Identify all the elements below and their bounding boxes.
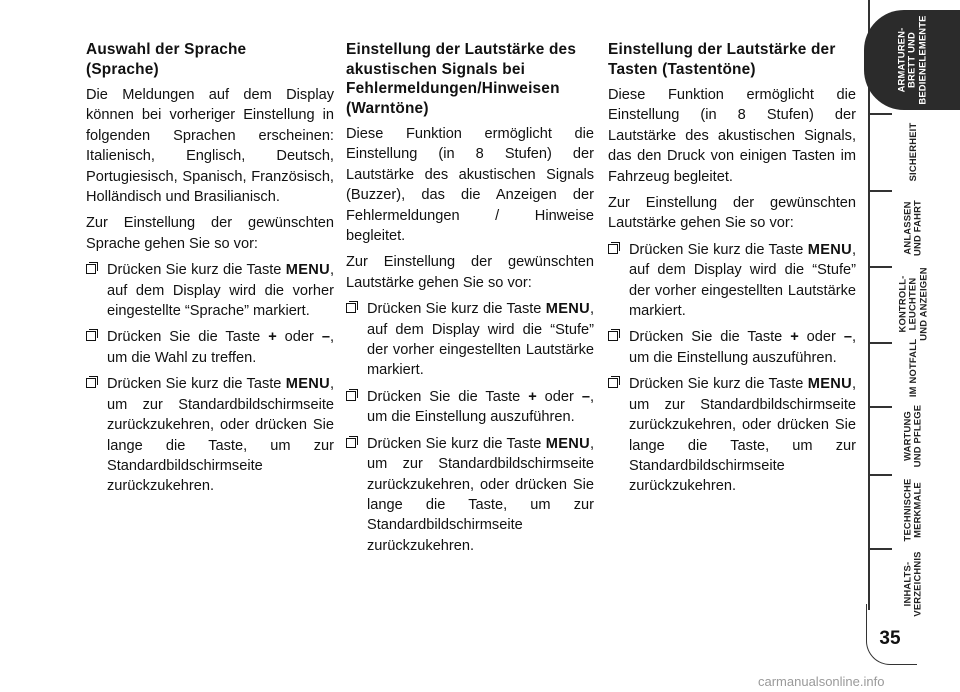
tab-label: ARMATUREN- BRETT UND BEDIENELEMENTE xyxy=(895,15,928,105)
bullet-text: Drücken Sie kurz die Taste xyxy=(367,301,546,318)
plus-key-label: + xyxy=(268,329,277,346)
bullet-text: Drücken Sie die Taste xyxy=(367,388,529,405)
plus-key-label: + xyxy=(528,388,537,405)
heading-line: Fehlermeldungen/Hinweisen xyxy=(346,80,560,97)
heading-line: Einstellung der Lautstärke des xyxy=(346,41,577,58)
plus-key-label: + xyxy=(790,329,799,346)
bullet-text: , auf dem Display wird die “Stufe” der vorher eingestellten Lautstärke markiert. xyxy=(629,241,856,320)
tab-label: WARTUNG UND PFLEGE xyxy=(901,404,923,468)
bullet-text: Drücken Sie kurz die Taste xyxy=(367,435,546,452)
bullet-item xyxy=(346,387,594,428)
checkbox-bullet-icon xyxy=(86,331,96,341)
paragraph: Diese Funktion ermöglicht die Einstellung (in 8 Stufen) der Lautstärke des akustischen Signals (Buzzer), das die Anzeigen der Fehlermeldungen / Hinweise begleitet. xyxy=(346,126,594,245)
checkbox-bullet-icon xyxy=(86,378,96,388)
checkbox-bullet-icon xyxy=(346,303,356,313)
menu-key-label: MENU xyxy=(285,376,330,393)
bullet-text: , um die Wahl zu treffen. xyxy=(107,329,334,366)
tab-label: TECHNISCHE MERKMALE xyxy=(901,478,923,542)
tab-armaturenbrett[interactable] xyxy=(864,10,960,110)
bullet-text: , um zur Standardbildschirmseite zurückzukehren, oder drücken Sie lange die Taste, um zur Standardbildschirmseite zurückzukehren. xyxy=(107,376,334,495)
bullet-text: , auf dem Display wird die “Stufe” der vorher eingestellten Lautstärke markiert. xyxy=(367,301,594,379)
bullet-item xyxy=(86,260,334,321)
tab-label: IM NOTFALL xyxy=(906,338,918,398)
menu-key-label: MENU xyxy=(807,241,852,258)
bullet-text: , auf dem Display wird die vorher eingestellte “Sprache” markiert. xyxy=(107,262,334,320)
section-heading-warning-volume xyxy=(346,40,594,118)
bullet-text: Drücken Sie kurz die Taste xyxy=(629,241,808,258)
checkbox-bullet-icon xyxy=(608,331,618,341)
bullet-text: , um zur Standardbildschirmseite zurückzukehren, oder drücken Sie lange die Taste, um zur Standardbildschirmseite zurückzukehren. xyxy=(629,376,856,495)
bullet-text: Drücken Sie kurz die Taste xyxy=(107,376,286,393)
bullet-item xyxy=(608,240,856,322)
tab-wartung[interactable] xyxy=(866,398,960,474)
menu-key-label: MENU xyxy=(545,435,590,452)
bullet-item xyxy=(86,374,334,496)
section-heading-key-volume xyxy=(608,40,856,79)
heading-line: (Sprache) xyxy=(86,60,159,78)
bullet-item xyxy=(346,434,594,556)
column-key-volume xyxy=(608,40,856,503)
bullet-text: , um zur Standardbildschirmseite zurückzukehren, oder drücken Sie lange die Taste, um zur Standardbildschirmseite zurückzukehren. xyxy=(367,435,594,554)
bullet-item xyxy=(608,374,856,496)
tab-sicherheit[interactable] xyxy=(866,114,960,190)
bullet-text: Drücken Sie kurz die Taste xyxy=(107,262,286,279)
minus-key-label: – xyxy=(321,329,330,346)
tab-label: KONTROLL- LEUCHTEN UND ANZEIGEN xyxy=(896,267,929,341)
paragraph: Zur Einstellung der gewünschten Lautstärke gehen Sie so vor: xyxy=(608,195,856,232)
bullet-text: , um die Einstellung auszuführen. xyxy=(367,388,594,426)
column-warning-volume xyxy=(346,40,594,562)
checkbox-bullet-icon xyxy=(86,264,96,274)
tab-label: INHALTS- VERZEICHNIS xyxy=(901,551,923,617)
paragraph: Zur Einstellung der gewünschten Sprache gehen Sie so vor: xyxy=(86,215,334,252)
checkbox-bullet-icon xyxy=(608,244,618,254)
heading-line: Einstellung der Lautstärke der xyxy=(608,41,836,58)
paragraph: Die Meldungen auf dem Display können bei vorheriger Einstellung in folgenden Sprachen erscheinen: Italienisch, Englisch, Deutsch, Portugiesisch, Spanisch, Französisch, Holländisch und Brasilianisch. xyxy=(86,87,334,206)
checkbox-bullet-icon xyxy=(608,378,618,388)
bullet-text: oder xyxy=(536,388,582,405)
minus-key-label: – xyxy=(581,388,590,405)
bullet-text: Drücken Sie kurz die Taste xyxy=(629,376,808,393)
tab-label: ANLASSEN UND FAHRT xyxy=(901,200,923,256)
paragraph: Zur Einstellung der gewünschten Lautstärke gehen Sie so vor: xyxy=(346,254,594,291)
bullet-item xyxy=(608,327,856,368)
bullet-text: Drücken Sie die Taste xyxy=(107,329,269,346)
chapter-sidebar xyxy=(866,0,960,692)
bullet-item xyxy=(346,299,594,381)
tab-technische-merkmale[interactable] xyxy=(866,472,960,548)
heading-line: (Warntöne) xyxy=(346,99,429,117)
checkbox-bullet-icon xyxy=(346,438,356,448)
paragraph: Diese Funktion ermöglicht die Einstellung (in 8 Stufen) der Lautstärke des akustischen Signals, das den Druck von einigen Tasten im Fahrzeug begleitet. xyxy=(608,87,856,185)
watermark: carmanualsonline.info xyxy=(758,674,885,689)
bullet-text: Drücken Sie die Taste xyxy=(629,329,791,346)
heading-line: akustischen Signals bei xyxy=(346,60,526,78)
bullet-text: oder xyxy=(798,329,844,346)
bullet-text: oder xyxy=(276,329,322,346)
menu-key-label: MENU xyxy=(285,262,330,279)
tab-label: SICHERHEIT xyxy=(906,122,918,182)
tab-im-notfall[interactable] xyxy=(866,330,960,406)
menu-key-label: MENU xyxy=(807,376,852,393)
bullet-item xyxy=(86,327,334,368)
tab-anlassen[interactable] xyxy=(866,190,960,266)
page-number: 35 xyxy=(879,628,901,649)
column-language xyxy=(86,40,334,503)
section-heading-language xyxy=(86,40,334,79)
heading-line: Tasten (Tastentöne) xyxy=(608,60,756,78)
minus-key-label: – xyxy=(843,329,852,346)
heading-line: Auswahl der Sprache xyxy=(86,41,247,58)
checkbox-bullet-icon xyxy=(346,391,356,401)
menu-key-label: MENU xyxy=(545,301,590,318)
bullet-text: , um die Einstellung auszuführen. xyxy=(629,329,856,366)
